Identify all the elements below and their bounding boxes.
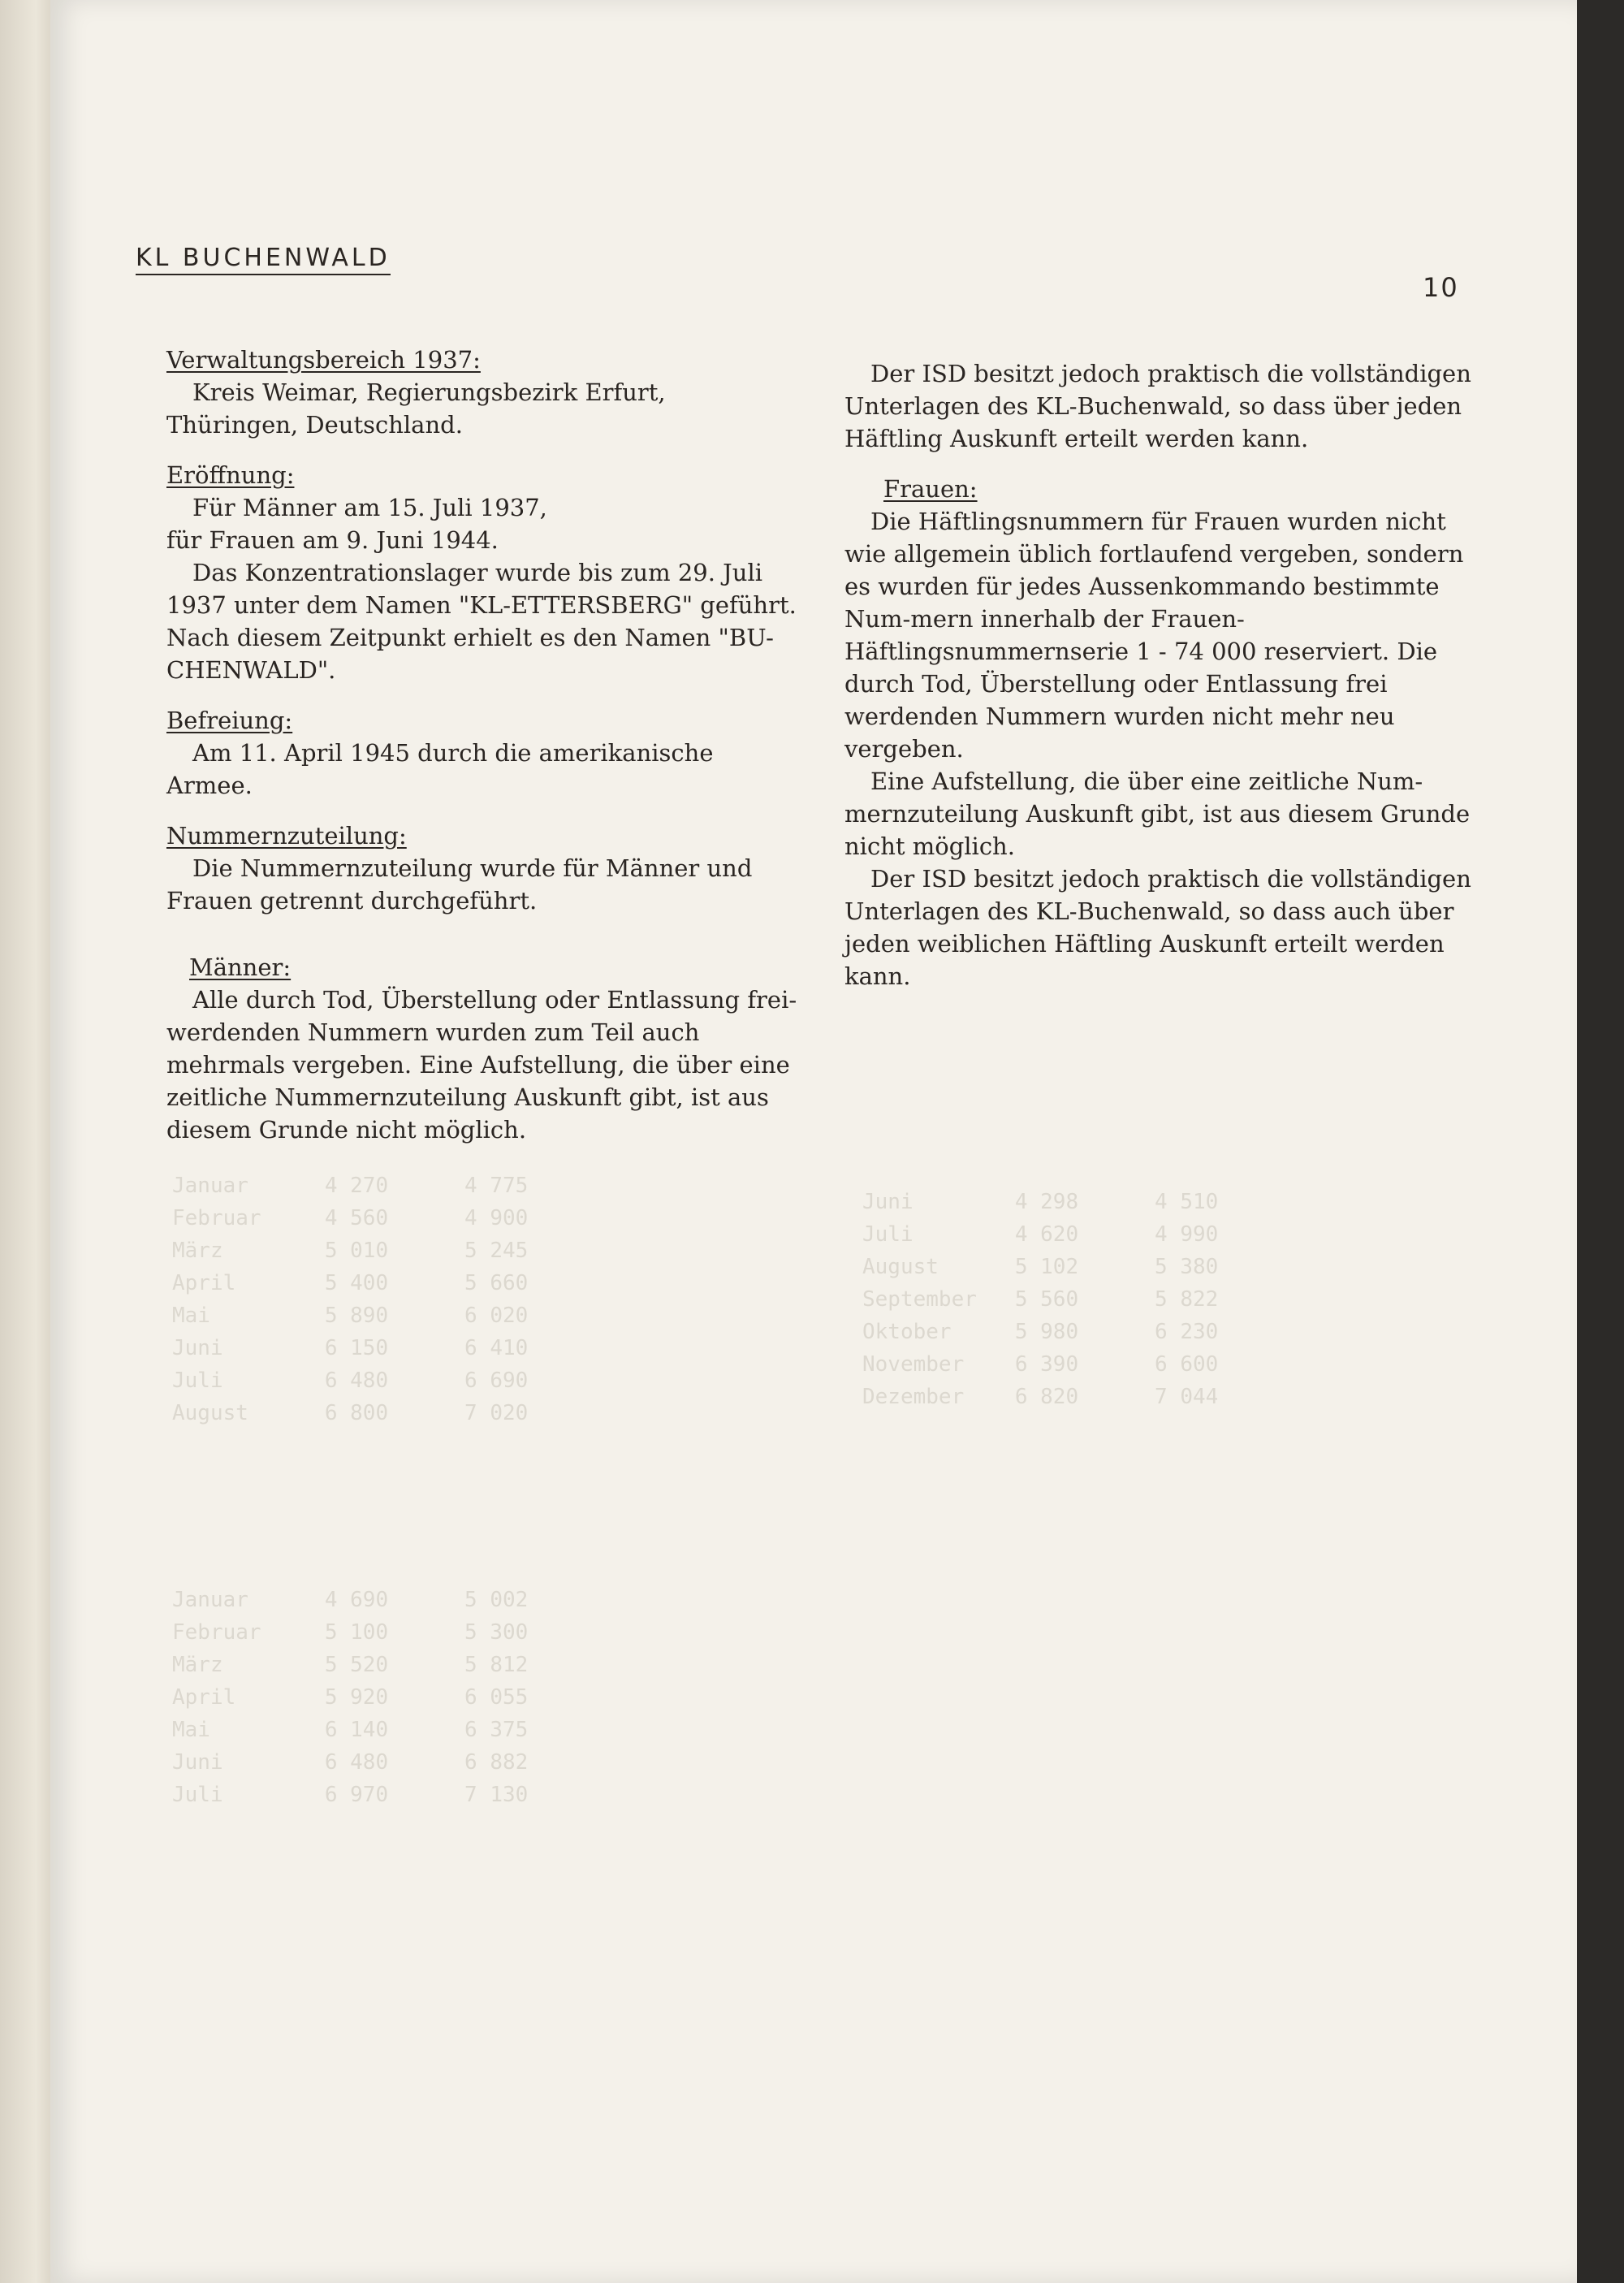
section-paragraph: Alle durch Tod, Überstellung oder Entlassung frei-werdenden Nummern wurden zum Teil auch mehrmals vergeben. Eine Aufstellung, die über eine zeitliche Nummernzuteilung Auskunft gibt, ist aus diesem Grunde nicht möglich. xyxy=(166,986,797,1144)
section-nummernzuteilung xyxy=(166,802,800,917)
section-eroeffnung xyxy=(166,441,800,686)
section-paragraph: Die Nummernzuteilung wurde für Männer und Frauen getrennt durchgeführt. xyxy=(166,854,753,914)
intro-paragraph: Der ISD besitzt jedoch praktisch die vollständigen Unterlagen des KL-Buchenwald, so dass über jeden Häftling Auskunft erteilt werden kann. xyxy=(844,360,1471,452)
section-frauen xyxy=(844,455,1482,992)
show-through-left: Januar 4 270 4 775 Februar 4 560 4 900 März 5 010 5 245 April 5 400 5 660 Mai 5 890 6 020 Juni 6 150 6 410 Juli 6 480 6 690 August 6 800 7 020 xyxy=(172,1174,529,1425)
right-column xyxy=(844,357,1482,992)
show-through-left-2: Januar 4 690 5 002 Februar 5 100 5 300 März 5 520 5 812 April 5 920 6 055 Mai 6 140 6 375 Juni 6 480 6 882 Juli 6 970 7 130 xyxy=(172,1588,529,1807)
section-paragraph: Die Häftlingsnummern für Frauen wurden nicht wie allgemein üblich fortlaufend vergeben, sondern es wurden für jedes Aussenkommando bestimmte Num-mern innerhalb der Frauen-Häftlingsnummernserie 1 - 74 000 reserviert. Die durch Tod, Überstellung oder Entlassung frei werdenden Nummern wurden nicht mehr neu vergeben. xyxy=(844,508,1464,763)
show-through-right: Juni 4 298 4 510 Juli 4 620 4 990 August 5 102 5 380 September 5 560 5 822 Oktober 5 980 6 230 November 6 390 6 600 Dezember 6 820 7 044 xyxy=(862,1190,1219,1409)
left-column xyxy=(166,344,800,1146)
section-paragraph: Kreis Weimar, Regierungsbezirk Erfurt, Thüringen, Deutschland. xyxy=(166,378,666,439)
section-paragraph: für Frauen am 9. Juni 1944. xyxy=(166,526,499,554)
section-paragraph: Das Konzentrationslager wurde bis zum 29. Juli 1937 unter dem Namen "KL-ETTERSBERG" geführt. Nach diesem Zeitpunkt erhielt es den Namen "BU-CHENWALD". xyxy=(166,559,797,684)
page-number: 10 xyxy=(1423,272,1459,303)
section-heading: Eröffnung: xyxy=(166,461,295,489)
section-paragraph: Eine Aufstellung, die über eine zeitliche Num-mernzuteilung Auskunft gibt, ist aus diesem Grunde nicht möglich. xyxy=(844,767,1471,860)
section-heading: Nummernzuteilung: xyxy=(166,822,407,850)
section-maenner xyxy=(166,933,800,1146)
section-heading: Befreiung: xyxy=(166,707,293,734)
section-befreiung xyxy=(166,686,800,802)
section-paragraph: Der ISD besitzt jedoch praktisch die vollständigen Unterlagen des KL-Buchenwald, so dass auch über jeden weiblichen Häftling Auskunft erteilt werden kann. xyxy=(844,865,1471,990)
section-heading: Männer: xyxy=(189,953,292,981)
section-heading: Verwaltungsbereich 1937: xyxy=(166,346,481,374)
section-paragraph: Am 11. April 1945 durch die amerikanische Armee. xyxy=(166,739,714,799)
section-verwaltungsbereich xyxy=(166,344,800,441)
section-paragraph: Für Männer am 15. Juli 1937, xyxy=(192,494,547,521)
running-head: KL BUCHENWALD xyxy=(136,244,391,275)
section-heading: Frauen: xyxy=(883,475,978,503)
